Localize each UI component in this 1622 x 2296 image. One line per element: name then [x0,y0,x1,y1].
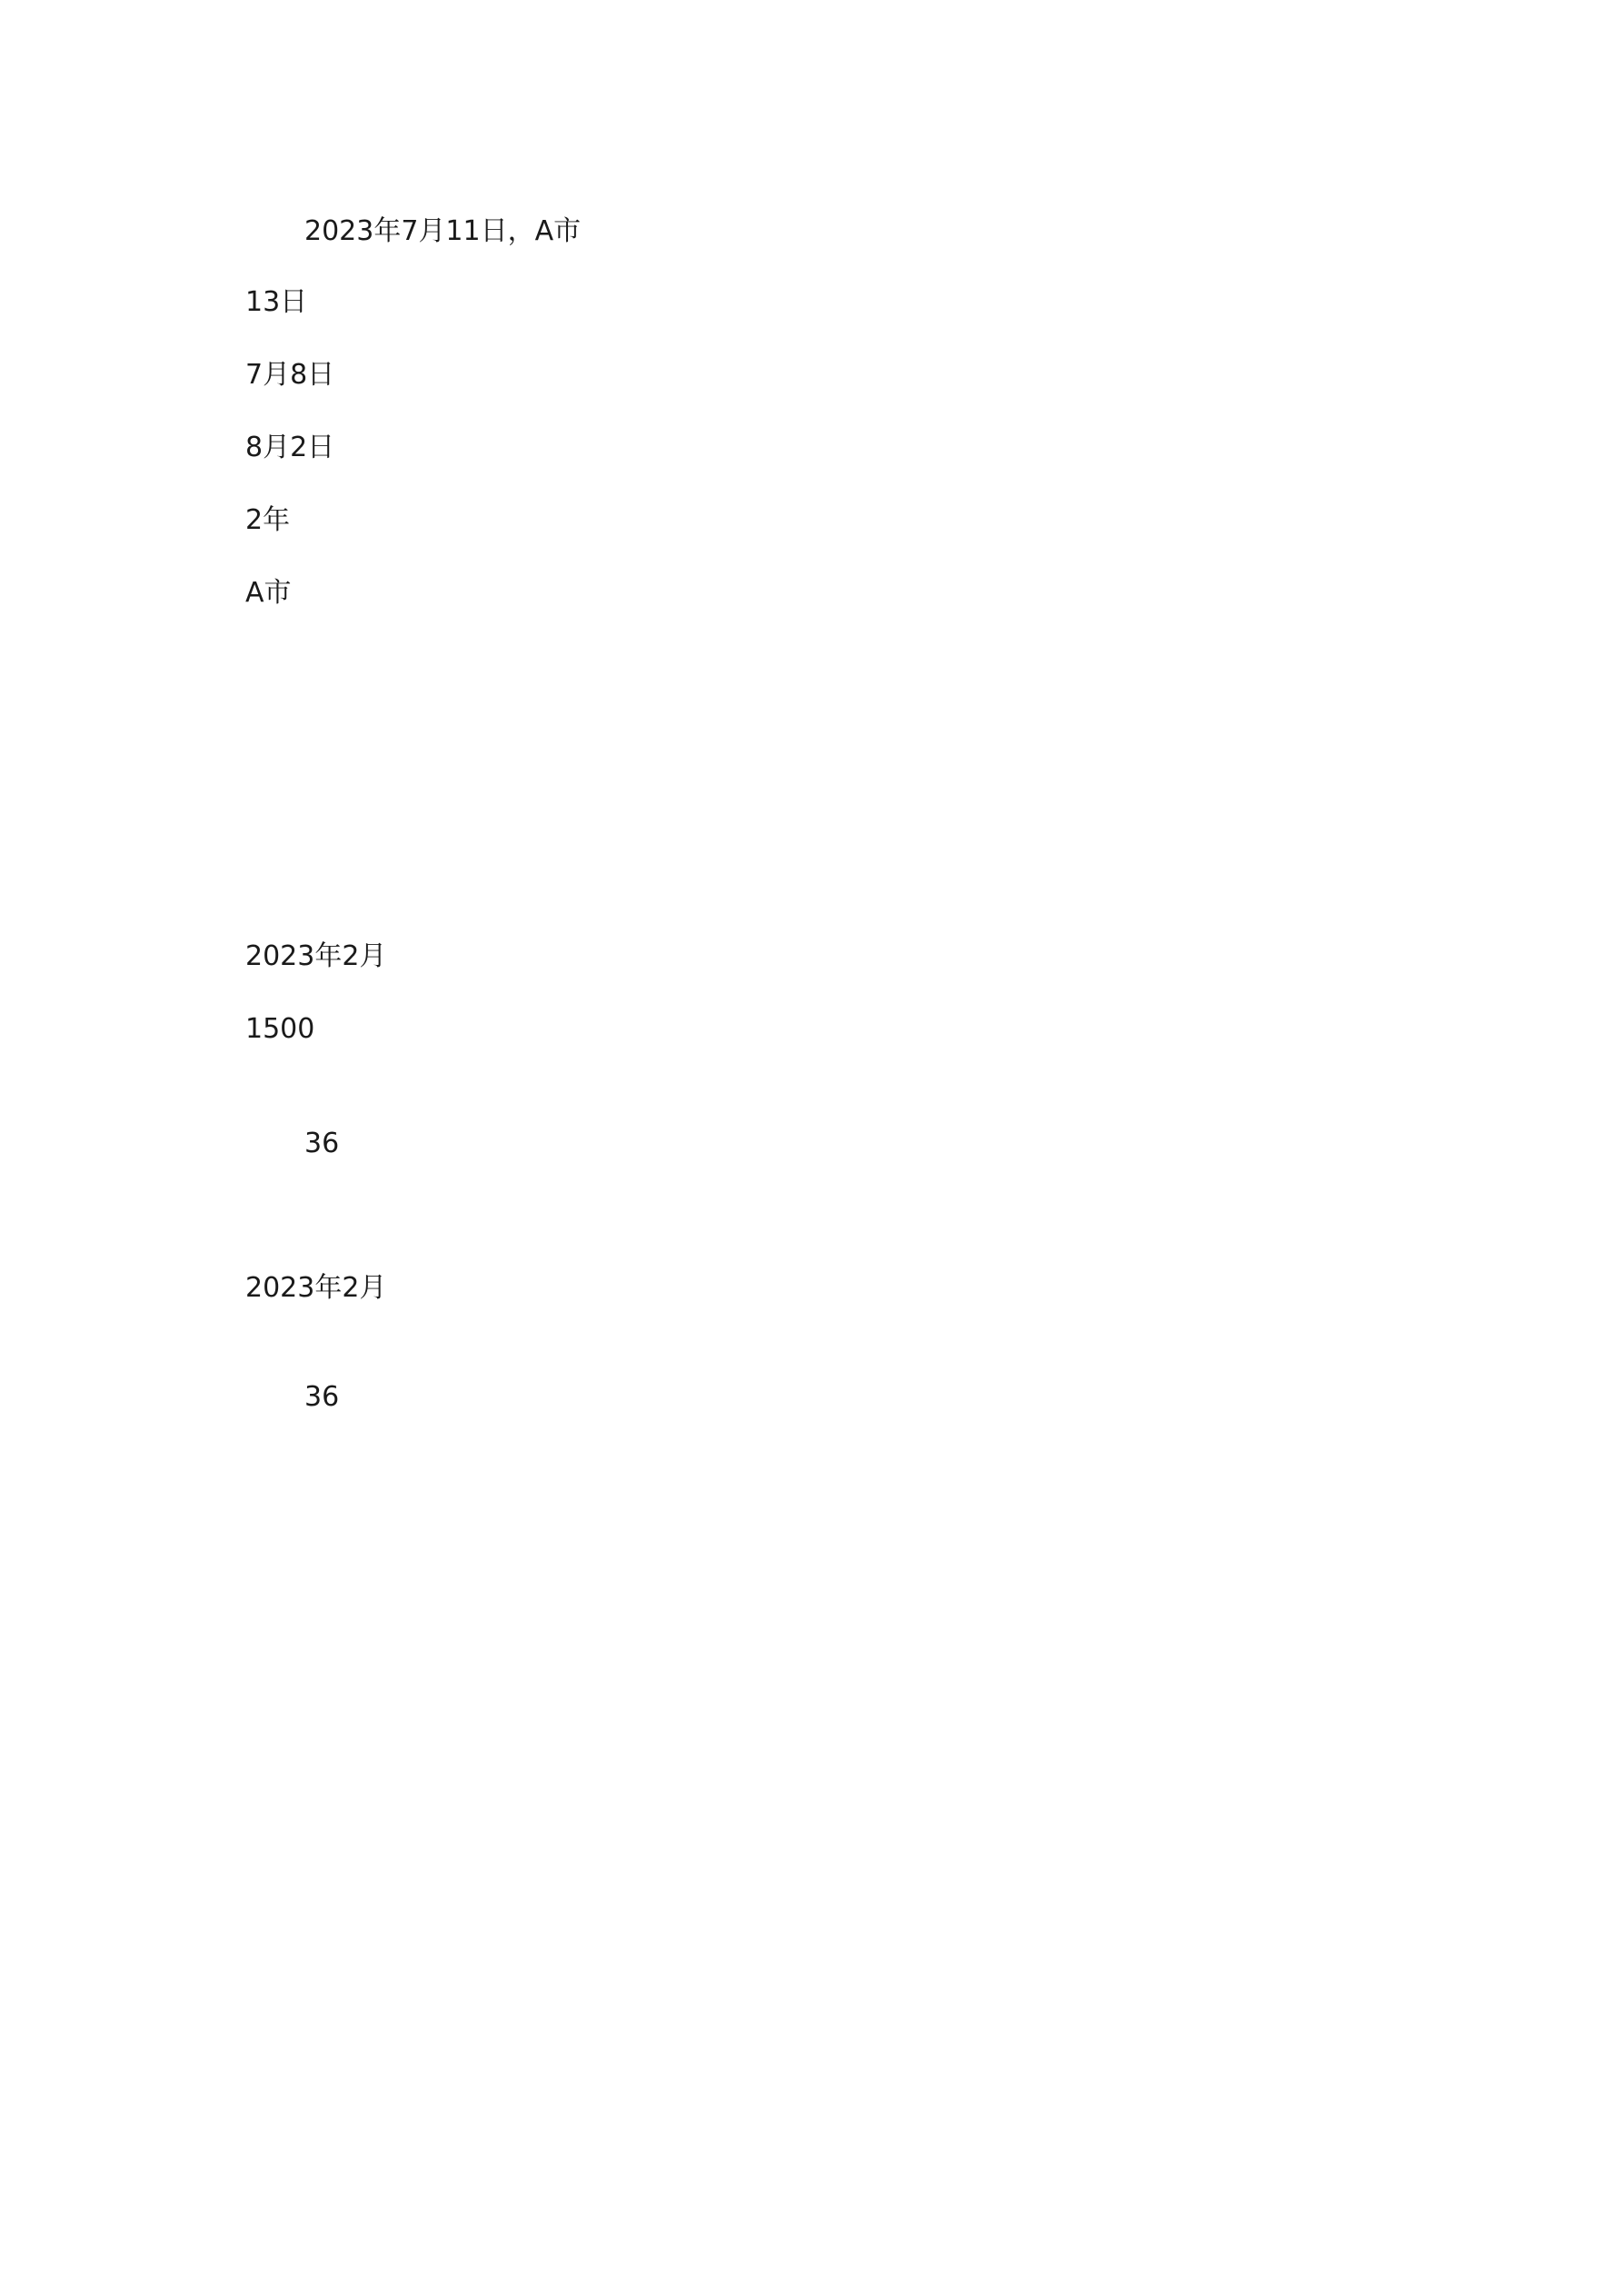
doc-line [245,1199,1381,1236]
doc-line: 8月2日 [245,432,335,463]
doc-line [245,1961,1381,1997]
doc-line: 36 [304,1381,340,1413]
doc-line [245,1452,1381,1488]
doc-line [245,868,1381,904]
doc-line: A市 [245,577,292,609]
doc-line: 2023年2月 [245,940,387,972]
doc-line: 2年 [245,504,291,536]
doc-line: 36 [304,1128,340,1159]
doc-line [304,1817,1440,1854]
doc-line: 1500 [245,1013,315,1045]
doc-line: 13日 [245,286,308,318]
doc-line [304,796,1440,832]
doc-line: 2023年7月11日，A市 [304,215,582,247]
doc-line [304,684,1440,721]
doc-line [245,2033,1381,2069]
doc-line [304,1562,1440,1598]
doc-line [245,1888,1381,1924]
doc-line: 2023年2月 [245,1272,387,1304]
doc-line [245,1707,1381,1744]
doc-line [245,1634,1381,1670]
doc-line: 7月8日 [245,359,335,391]
